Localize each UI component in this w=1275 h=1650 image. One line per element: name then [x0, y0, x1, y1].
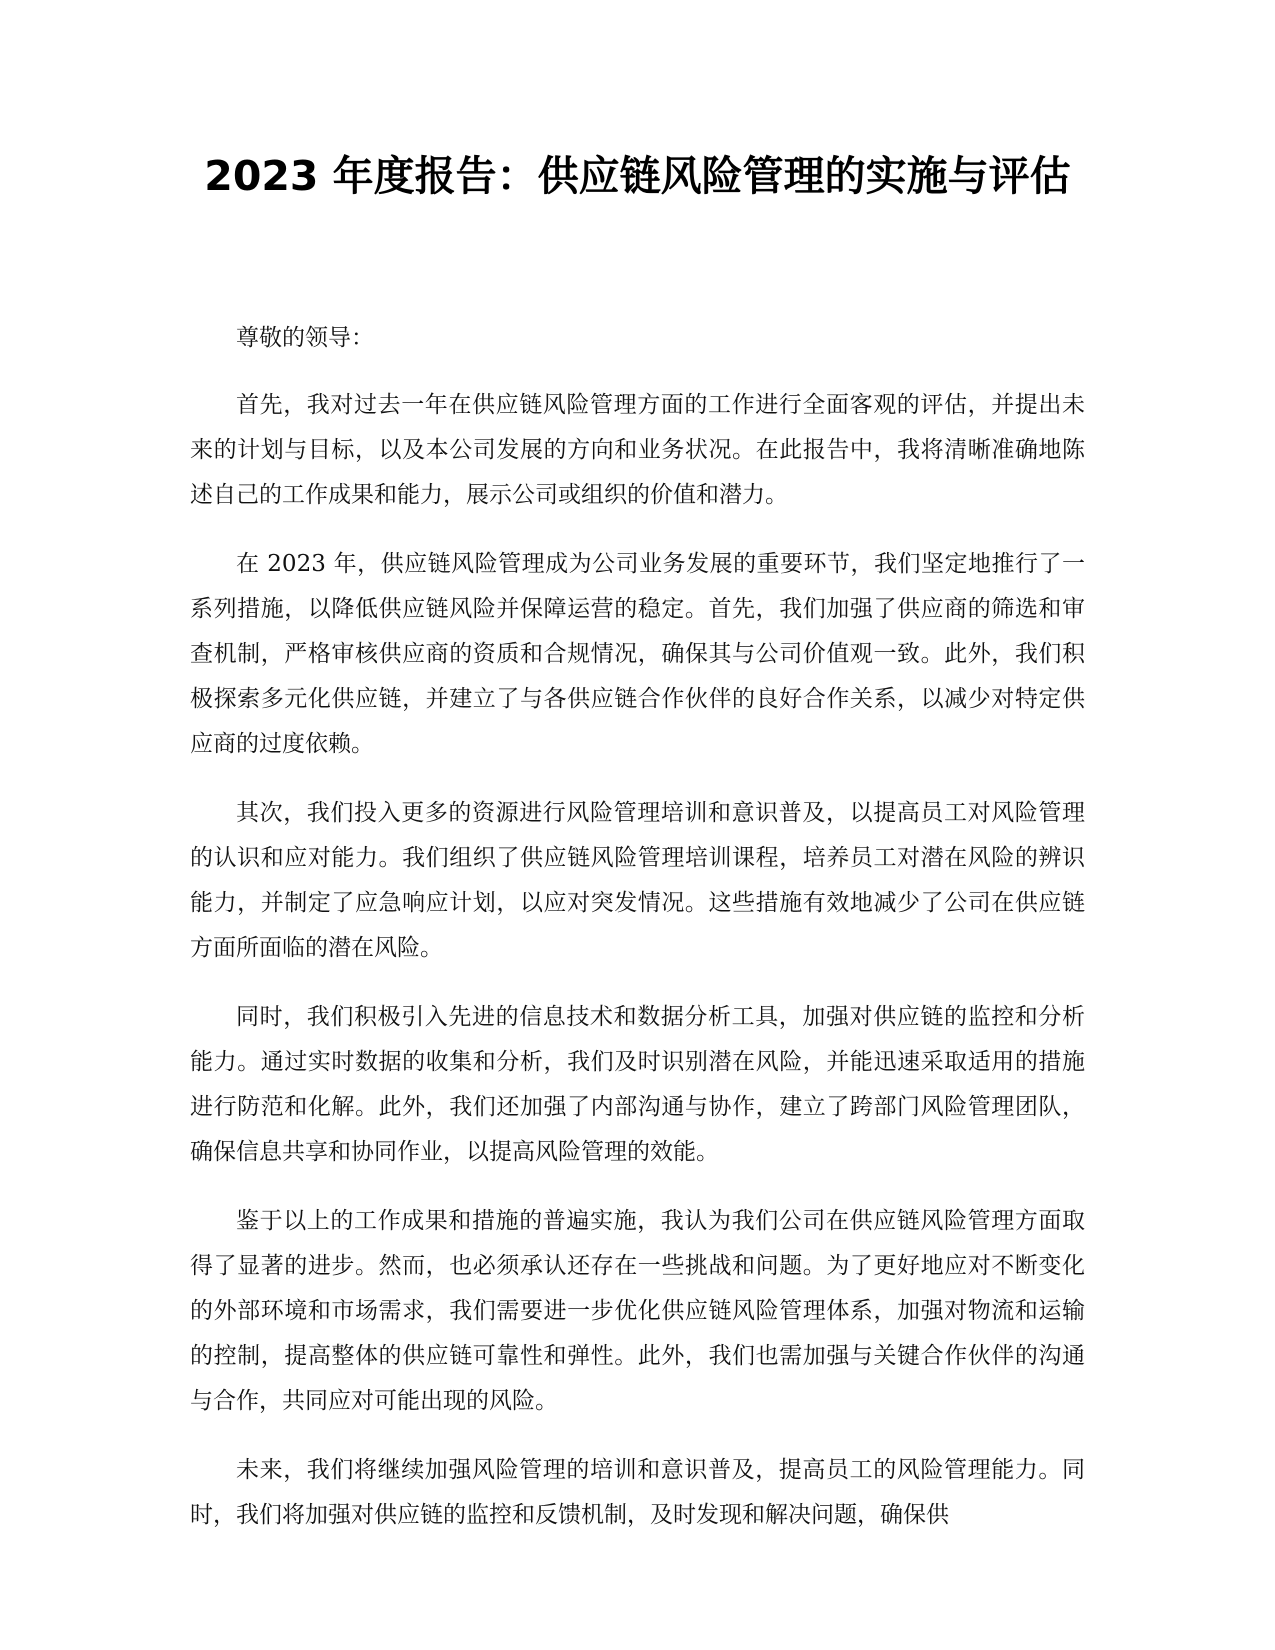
paragraph-4: 同时，我们积极引入先进的信息技术和数据分析工具，加强对供应链的监控和分析能力。通过实时数据的收集和分析，我们及时识别潜在风险，并能迅速采取适用的措施进行防范和化解。此外，我们还加强了内部沟通与协作，建立了跨部门风险管理团队，确保信息共享和协同作业，以提高风险管理的效能。 [190, 1004, 1085, 1165]
paragraph-3: 其次，我们投入更多的资源进行风险管理培训和意识普及，以提高员工对风险管理的认识和应对能力。我们组织了供应链风险管理培训课程，培养员工对潜在风险的辨识能力，并制定了应急响应计划，以应对突发情况。这些措施有效地减少了公司在供应链方面所面临的潜在风险。 [190, 800, 1085, 961]
paragraph-1: 首先，我对过去一年在供应链风险管理方面的工作进行全面客观的评估，并提出未来的计划与目标，以及本公司发展的方向和业务状况。在此报告中，我将清晰准确地陈述自己的工作成果和能力，展示公司或组织的价值和潜力。 [190, 392, 1085, 508]
salutation: 尊敬的领导： [236, 325, 374, 351]
paragraph-2: 在 2023 年，供应链风险管理成为公司业务发展的重要环节，我们坚定地推行了一系列措施，以降低供应链风险并保障运营的稳定。首先，我们加强了供应商的筛选和审查机制，严格审核供应商的资质和合规情况，确保其与公司价值观一致。此外，我们积极探索多元化供应链，并建立了与各供应链合作伙伴的良好合作关系，以减少对特定供应商的过度依赖。 [190, 551, 1085, 757]
document-body [190, 316, 1085, 1562]
paragraph-6: 未来，我们将继续加强风险管理的培训和意识普及，提高员工的风险管理能力。同时，我们将加强对供应链的监控和反馈机制，及时发现和解决问题，确保供 [190, 1457, 1085, 1528]
document-title: 2023 年度报告：供应链风险管理的实施与评估 [204, 152, 1071, 200]
paragraph-5: 鉴于以上的工作成果和措施的普遍实施，我认为我们公司在供应链风险管理方面取得了显著的进步。然而，也必须承认还存在一些挑战和问题。为了更好地应对不断变化的外部环境和市场需求，我们需要进一步优化供应链风险管理体系，加强对物流和运输的控制，提高整体的供应链可靠性和弹性。此外，我们也需加强与关键合作伙伴的沟通与合作，共同应对可能出现的风险。 [190, 1208, 1085, 1414]
